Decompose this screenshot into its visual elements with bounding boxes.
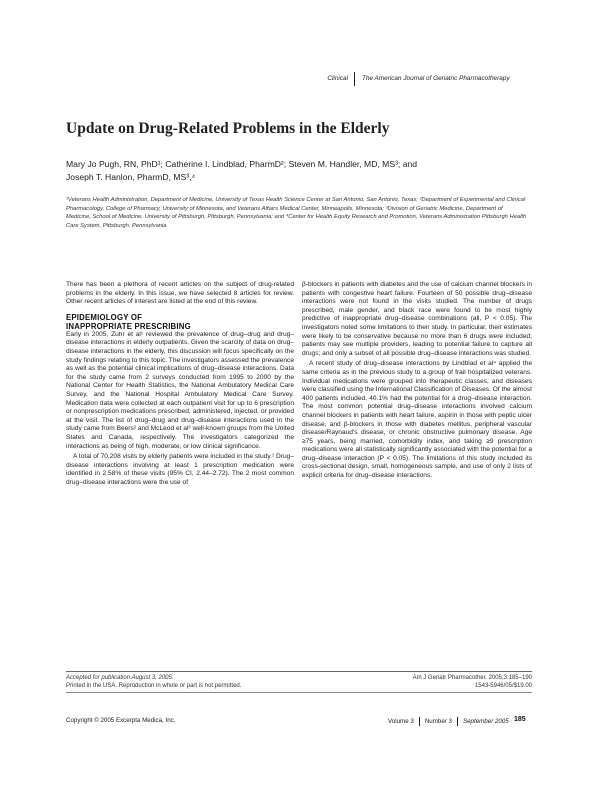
article-title: Update on Drug-Related Problems in the Elderly [66, 120, 390, 137]
footnote-rule [66, 671, 532, 672]
header-divider [354, 72, 355, 86]
issue-date: September 2005 [462, 718, 509, 726]
section-label: Clinical [327, 75, 348, 82]
section-heading-line-2: INAPPROPRIATE PRESCRIBING [66, 321, 191, 331]
copyright-notice: Printed in the USA. Reproduction in whole or part is not permitted. [66, 683, 242, 689]
issue-divider [457, 717, 458, 726]
left-column [66, 281, 294, 489]
issn: 1543-5946/05/$19.00 [474, 683, 532, 689]
right-column [302, 281, 532, 483]
affiliations: ¹Veterans Health Administration, Department of Medicine, University of Texas Health Science Center at San Antonio, San Antonio, Texas; ²Department of Experimental and Clinical Pharmacology, College of Pharmacy, University of Minnesota, and Veterans Affairs Medical Center, Minneapolis, Minnesota; ³Division of Geriatric Medicine, Department of Medicine, School of Medicine, University of Pittsburgh, Pittsburgh, Pennsylvania; and ⁴Center for Health Equity Research and Promotion, Veterans Administration Pittsburgh Health Care System, Pittsburgh, Pennsylvania [66, 197, 527, 229]
issue-divider [419, 717, 420, 726]
body-paragraph: A recent study of drug–disease interactions by Lindblad et al⁴ applied the same criteria as in the previous study to a group of frail hospitalized veterans. Individual medications were grouped into therapeutic classes, and diseases were classified using the International Classification of Diseases. Of the almost 400 patients included, 40.1% had the potential for a drug–disease interaction. The most common potential drug–disease interactions involved calcium channel blockers in patients with heart failure, aspirin in those with peptic ulcer disease, and β-blockers in those with diabetes mellitus, peripheral vascular disease/Raynaud's disease, or chronic obstructive pulmonary disease. Age ≥75 years, being married, comorbidity index, and taking ≥9 prescription medications were all statistically significantly associated with the potential for a drug–disease interaction (P < 0.05). The limitations of this study included its cross-sectional design, small, homogeneous sample, and use of only 2 lists of explicit criteria for drug–disease interactions. [302, 360, 532, 480]
body-paragraph: Early in 2005, Zuhr et al¹ reviewed the prevalence of drug–drug and drug–disease interactions in elderly outpatients. Given the scarcity of data on drug–disease interactions in the elderly, this discussion will focus specifically on the study findings relating to this topic. The investigators assessed the prevalence as well as the potential clinical implications of drug–disease interactions. Data for the study came from 2 surveys conducted from 1995 to 2000 by the National Center for Health Statistics, the National Ambulatory Medical Care Survey, and the National Hospital Ambulatory Medical Care Survey. Medication data were collected at each outpatient visit for up to 6 prescription or nonprescription medications prescribed, administered, injected, or provided at the visit. The list of drug–drug and drug–disease interactions used in the study came from Beers² and McLeod et al³ well-known groups from the United States and Canada, respectively. The investigators categorized the interactions as being of high, moderate, or low clinical significance. [66, 330, 294, 450]
section-heading-line-1: EPIDEMIOLOGY OF [66, 312, 143, 322]
journal-citation: Am J Geriatr Pharmacother. 2005;3:185–190 [412, 675, 532, 681]
volume: Volume 3 [388, 718, 414, 726]
intro-paragraph: There has been a plethora of recent articles on the subject of drug-related problems in the elderly. In this issue, we have selected 8 articles for review. Other recent articles of interest are listed at the end of this review. [66, 281, 294, 306]
page-number: 185 [514, 716, 526, 723]
accepted-date: Accepted for publication August 3, 2005. [66, 675, 174, 681]
journal-name: The American Journal of Geriatric Pharmacotherapy [362, 75, 510, 82]
body-paragraph: β-blockers in patients with diabetes and the use of calcium channel blockers in patients with congestive heart failure. Fourteen of 50 possible drug–disease interactions were not found in the visits studied. The number of drugs prescribed, male gender, and black race were found to be most highly predictive of inappropriate drug–disease combinations (all, P < 0.05). The investigators noted some limitations to their study. In particular, their estimates were likely to be conservative because no more than 6 drugs were included; patients may see multiple providers, leading to potential failure to capture all drugs; and only a subset of all possible drug–disease interactions was studied. [302, 281, 532, 357]
issue-info [388, 717, 509, 726]
authors-line-1: Mary Jo Pugh, RN, PhD¹; Catherine I. Lindblad, PharmD²; Steven M. Handler, MD, MS³; and [66, 159, 418, 169]
author-list [66, 158, 526, 184]
issue-number: Number 3 [424, 718, 452, 726]
running-header [0, 72, 600, 86]
publisher-copyright: Copyright © 2005 Excerpta Medica, Inc. [66, 717, 176, 724]
body-paragraph: A total of 70,208 visits by elderly patients were included in the study.¹ Drug–disease interactions involving at least 1 prescription medication were identified in 2.58% of these visits (95% CI, 2.44–2.72). The 2 most common drug–disease interactions were the use of [66, 453, 294, 486]
section-heading [66, 313, 294, 331]
page-rule [66, 692, 532, 693]
authors-line-2: Joseph T. Hanlon, PharmD, MS³,⁴ [66, 172, 196, 182]
